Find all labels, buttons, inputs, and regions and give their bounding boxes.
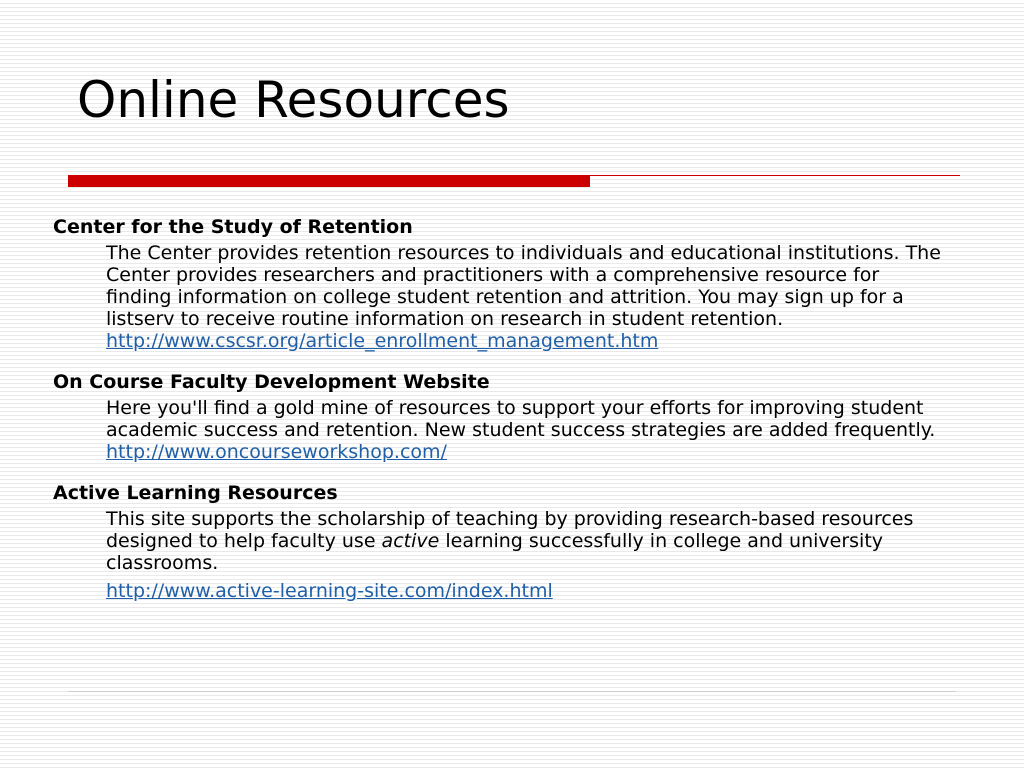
resource-heading: On Course Faculty Development Website	[53, 371, 490, 393]
resource-description: Here you'll find a gold mine of resources to support your efforts for improving student academic success and retention. New student success strategies are added frequently.	[106, 397, 936, 441]
resource-section-retention	[53, 215, 953, 352]
resource-description: The Center provides retention resources to individuals and educational institutions. The Center provides researchers and practitioners with a comprehensive resource for finding information on college student retention and attrition. You may sign up for a listserv to receive routine information on research in student retention.	[106, 242, 941, 330]
resource-body	[106, 242, 948, 352]
resource-section-active-learning	[53, 481, 953, 602]
slide-title: Online Resources	[77, 71, 510, 129]
resource-link[interactable]: http://www.oncourseworkshop.com/	[106, 441, 447, 463]
resource-link[interactable]: http://www.active-learning-site.com/index.html	[106, 580, 553, 602]
resource-link[interactable]: http://www.cscsr.org/article_enrollment_management.htm	[106, 330, 659, 352]
resource-description-emphasis: active	[381, 530, 440, 552]
resource-list	[53, 215, 953, 620]
bottom-divider	[68, 691, 956, 692]
resource-description-start: This site supports the scholarship of teaching by providing research-based resources designed to help faculty use	[106, 508, 914, 552]
resource-description-end: learning successfully in college and university classrooms.	[106, 530, 884, 574]
title-underline-thick	[68, 176, 590, 187]
resource-body	[106, 397, 948, 463]
resource-heading: Center for the Study of Retention	[53, 216, 413, 238]
resource-description	[106, 508, 913, 574]
resource-body	[106, 508, 948, 602]
resource-heading: Active Learning Resources	[53, 482, 338, 504]
title-underline	[68, 175, 960, 189]
resource-section-on-course	[53, 370, 953, 463]
